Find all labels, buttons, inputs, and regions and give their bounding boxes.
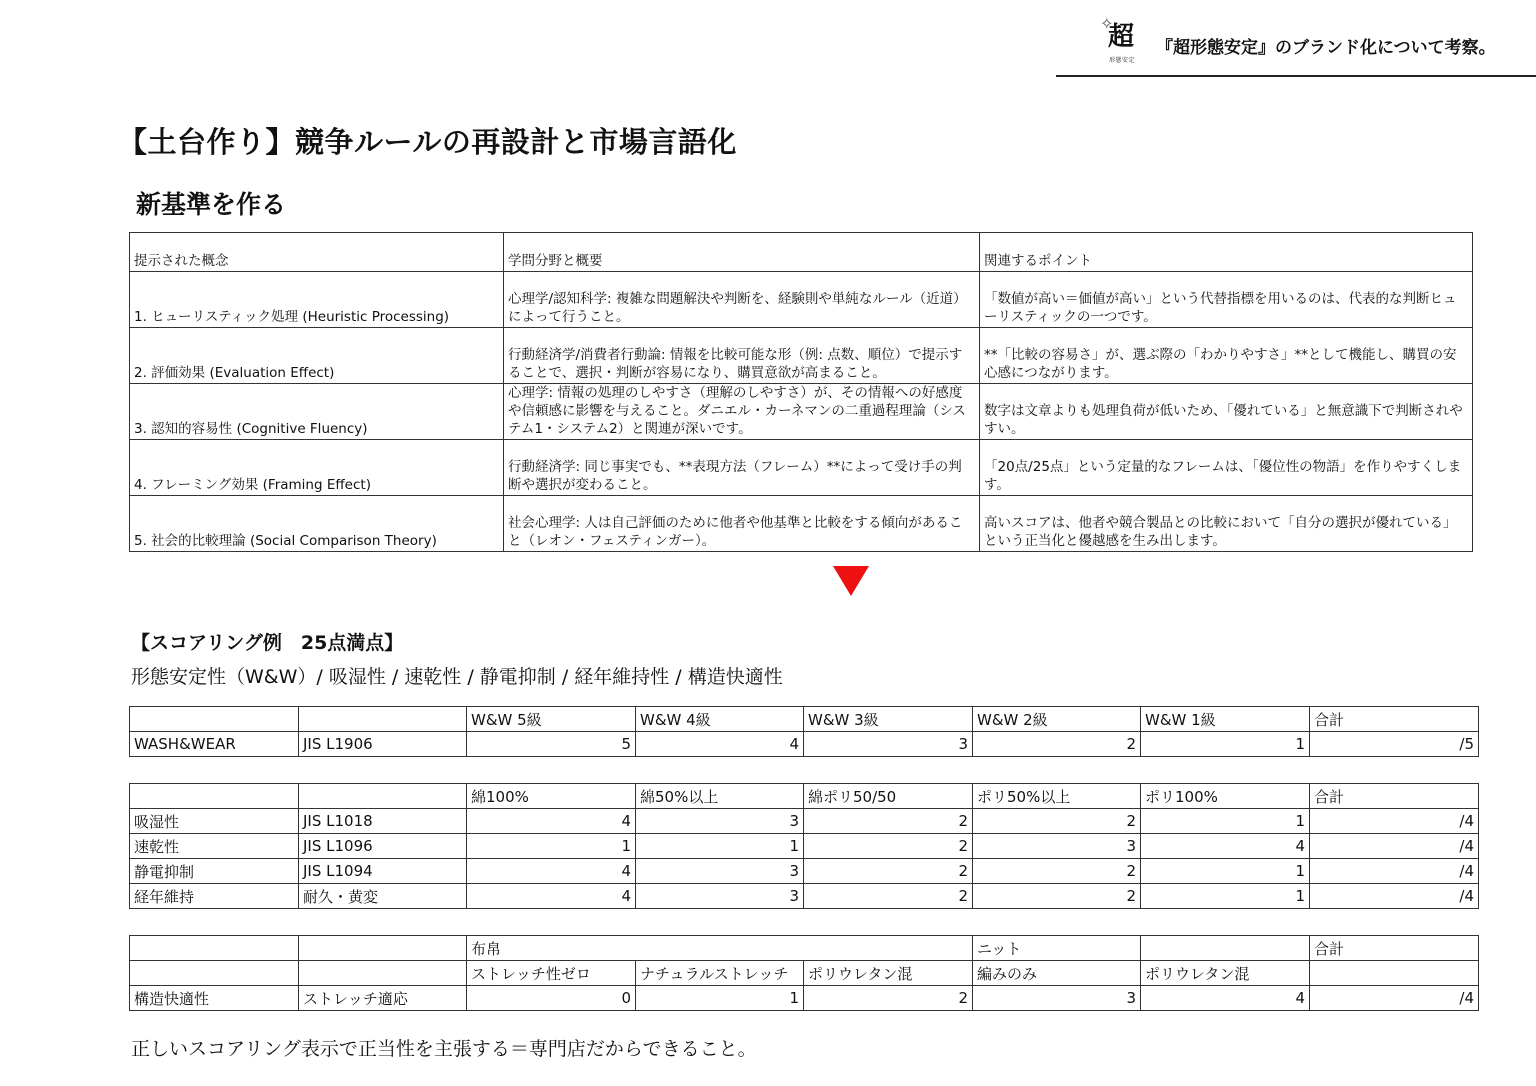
table-header-row xyxy=(130,707,1479,732)
score-cell: 4 xyxy=(1141,834,1310,859)
table-row xyxy=(130,272,1473,328)
score-cell: 4 xyxy=(1141,986,1310,1011)
section-title: 新基準を作る xyxy=(136,190,287,219)
criterion-cell: 構造快適性 xyxy=(130,986,299,1011)
point-cell: 「20点/25点」という定量的なフレームは、「優位性の物語」を作りやすくします。 xyxy=(980,440,1473,496)
score-cell: 1 xyxy=(1141,809,1310,834)
score-cell: 3 xyxy=(804,732,973,757)
field-cell: 行動経済学/消費者行動論: 情報を比較可能な形（例: 点数、順位）で提示することで、選択・判断が容易になり、購買意欲が高まること。 xyxy=(504,328,980,384)
total-cell: /5 xyxy=(1310,732,1479,757)
point-cell: **「比較の容易さ」が、選ぶ際の「わかりやすさ」**として機能し、購買の安心感につながります。 xyxy=(980,328,1473,384)
header-cell xyxy=(1141,936,1310,961)
score-cell: 2 xyxy=(973,859,1141,884)
header-cell: 綿ポリ50/50 xyxy=(804,784,973,809)
score-cell: 1 xyxy=(467,834,636,859)
table-row xyxy=(130,496,1473,552)
header-cell: ポリ50%以上 xyxy=(973,784,1141,809)
total-cell: /4 xyxy=(1310,834,1479,859)
table-row xyxy=(130,384,1473,440)
header-cell: 提示された概念 xyxy=(130,233,504,272)
criterion-cell: 静電抑制 xyxy=(130,859,299,884)
table-group-header-row xyxy=(130,936,1479,961)
point-cell: 数字は文章よりも処理負荷が低いため、「優れている」と無意識下で判断されやすい。 xyxy=(980,384,1473,440)
header-cell: ナチュラルストレッチ xyxy=(636,961,804,986)
score-cell: 4 xyxy=(636,732,804,757)
concept-table xyxy=(129,232,1473,552)
standard-cell: ストレッチ適応 xyxy=(299,986,467,1011)
score-cell: 1 xyxy=(636,986,804,1011)
ww-score-table xyxy=(129,706,1479,757)
field-cell: 社会心理学: 人は自己評価のために他者や他基準と比較をする傾向があること（レオン・フェスティンガー）。 xyxy=(504,496,980,552)
header-cell: W&W 3級 xyxy=(804,707,973,732)
score-cell: 2 xyxy=(973,732,1141,757)
header-cell xyxy=(130,961,299,986)
table-row xyxy=(130,986,1479,1011)
header-cell: 学問分野と概要 xyxy=(504,233,980,272)
footer-note: 正しいスコアリング表示で正当性を主張する＝専門店だからできること。 xyxy=(131,1038,757,1060)
header-cell: ポリ100% xyxy=(1141,784,1310,809)
score-cell: 2 xyxy=(804,809,973,834)
header-cell xyxy=(299,961,467,986)
concept-cell: 2. 評価効果 (Evaluation Effect) xyxy=(130,328,504,384)
score-cell: 2 xyxy=(973,809,1141,834)
scoring-heading: 【スコアリング例 25点満点】 xyxy=(131,632,404,654)
field-cell: 行動経済学: 同じ事実でも、**表現方法（フレーム）**によって受け手の判断や選択が変わること。 xyxy=(504,440,980,496)
concept-cell: 1. ヒューリスティック処理 (Heuristic Processing) xyxy=(130,272,504,328)
table-row xyxy=(130,809,1479,834)
header-cell: 綿50%以上 xyxy=(636,784,804,809)
header-cell xyxy=(1310,961,1479,986)
score-cell: 1 xyxy=(1141,859,1310,884)
score-cell: 2 xyxy=(804,884,973,909)
header-cell: W&W 5級 xyxy=(467,707,636,732)
header-cell: W&W 4級 xyxy=(636,707,804,732)
score-cell: 2 xyxy=(973,884,1141,909)
criterion-cell: WASH&WEAR xyxy=(130,732,299,757)
score-cell: 0 xyxy=(467,986,636,1011)
header-divider xyxy=(1056,75,1536,77)
total-cell: /4 xyxy=(1310,986,1479,1011)
score-cell: 2 xyxy=(804,859,973,884)
field-cell: 心理学: 情報の処理のしやすさ（理解のしやすさ）が、その情報への好感度や信頼感に影響を与えること。ダニエル・カーネマンの二重過程理論（システム1・システム2）と関連が深いです。 xyxy=(504,384,980,440)
field-cell: 心理学/認知科学: 複雑な問題解決や判断を、経験則や単純なルール（近道）によって行うこと。 xyxy=(504,272,980,328)
total-cell: /4 xyxy=(1310,884,1479,909)
total-cell: /4 xyxy=(1310,809,1479,834)
header-cell: W&W 2級 xyxy=(973,707,1141,732)
material-score-table xyxy=(129,783,1479,909)
standard-cell: 耐久・黄変 xyxy=(299,884,467,909)
standard-cell: JIS L1096 xyxy=(299,834,467,859)
group-header-cell: ニット xyxy=(973,936,1141,961)
score-cell: 4 xyxy=(467,809,636,834)
header-cell: ポリウレタン混 xyxy=(1141,961,1310,986)
scoring-criteria: 形態安定性（W&W）/ 吸湿性 / 速乾性 / 静電抑制 / 経年維持性 / 構造快適性 xyxy=(131,666,783,688)
header-cell: 綿100% xyxy=(467,784,636,809)
header-cell: 合計 xyxy=(1310,784,1479,809)
score-cell: 3 xyxy=(973,986,1141,1011)
score-cell: 3 xyxy=(636,884,804,909)
table-row xyxy=(130,884,1479,909)
header-cell xyxy=(130,936,299,961)
score-cell: 1 xyxy=(1141,884,1310,909)
header-cell xyxy=(299,936,467,961)
table-row xyxy=(130,834,1479,859)
table-row xyxy=(130,859,1479,884)
score-cell: 4 xyxy=(467,859,636,884)
table-header-row xyxy=(130,233,1473,272)
table-header-row xyxy=(130,784,1479,809)
header-cell xyxy=(130,707,299,732)
total-cell: /4 xyxy=(1310,859,1479,884)
header-title: 『超形態安定』のブランド化について考察。 xyxy=(1156,38,1496,58)
brand-logo xyxy=(1100,14,1142,66)
standard-cell: JIS L1018 xyxy=(299,809,467,834)
table-row xyxy=(130,732,1479,757)
table-row xyxy=(130,440,1473,496)
criterion-cell: 吸湿性 xyxy=(130,809,299,834)
score-cell: 3 xyxy=(636,859,804,884)
header-cell xyxy=(299,784,467,809)
criterion-cell: 経年維持 xyxy=(130,884,299,909)
structure-score-table xyxy=(129,935,1479,1011)
score-cell: 2 xyxy=(804,986,973,1011)
header-cell: 合計 xyxy=(1310,707,1479,732)
score-cell: 1 xyxy=(636,834,804,859)
down-arrow-icon xyxy=(833,566,869,596)
concept-cell: 5. 社会的比較理論 (Social Comparison Theory) xyxy=(130,496,504,552)
header-cell xyxy=(299,707,467,732)
score-cell: 2 xyxy=(804,834,973,859)
score-cell: 5 xyxy=(467,732,636,757)
score-cell: 1 xyxy=(1141,732,1310,757)
concept-cell: 3. 認知的容易性 (Cognitive Fluency) xyxy=(130,384,504,440)
header-cell: 関連するポイント xyxy=(980,233,1473,272)
header-cell: ストレッチ性ゼロ xyxy=(467,961,636,986)
point-cell: 「数値が高い＝価値が高い」という代替指標を用いるのは、代表的な判断ヒューリスティックの一つです。 xyxy=(980,272,1473,328)
standard-cell: JIS L1094 xyxy=(299,859,467,884)
standard-cell: JIS L1906 xyxy=(299,732,467,757)
point-cell: 高いスコアは、他者や競合製品との比較において「自分の選択が優れている」という正当化と優越感を生み出します。 xyxy=(980,496,1473,552)
logo-kanji: 超 xyxy=(1108,22,1135,52)
header-cell xyxy=(130,784,299,809)
header-cell: ポリウレタン混 xyxy=(804,961,973,986)
logo-subtext: 形態安定 xyxy=(1109,57,1136,64)
header-cell: W&W 1級 xyxy=(1141,707,1310,732)
header-cell: 編みのみ xyxy=(973,961,1141,986)
score-cell: 3 xyxy=(636,809,804,834)
score-cell: 3 xyxy=(973,834,1141,859)
header-cell: 合計 xyxy=(1310,936,1479,961)
page-title: 【土台作り】競争ルールの再設計と市場言語化 xyxy=(118,125,737,159)
table-header-row xyxy=(130,961,1479,986)
concept-cell: 4. フレーミング効果 (Framing Effect) xyxy=(130,440,504,496)
table-row xyxy=(130,328,1473,384)
criterion-cell: 速乾性 xyxy=(130,834,299,859)
group-header-cell: 布帛 xyxy=(467,936,973,961)
score-cell: 4 xyxy=(467,884,636,909)
sparkle-icon: ✧ xyxy=(1100,14,1114,33)
